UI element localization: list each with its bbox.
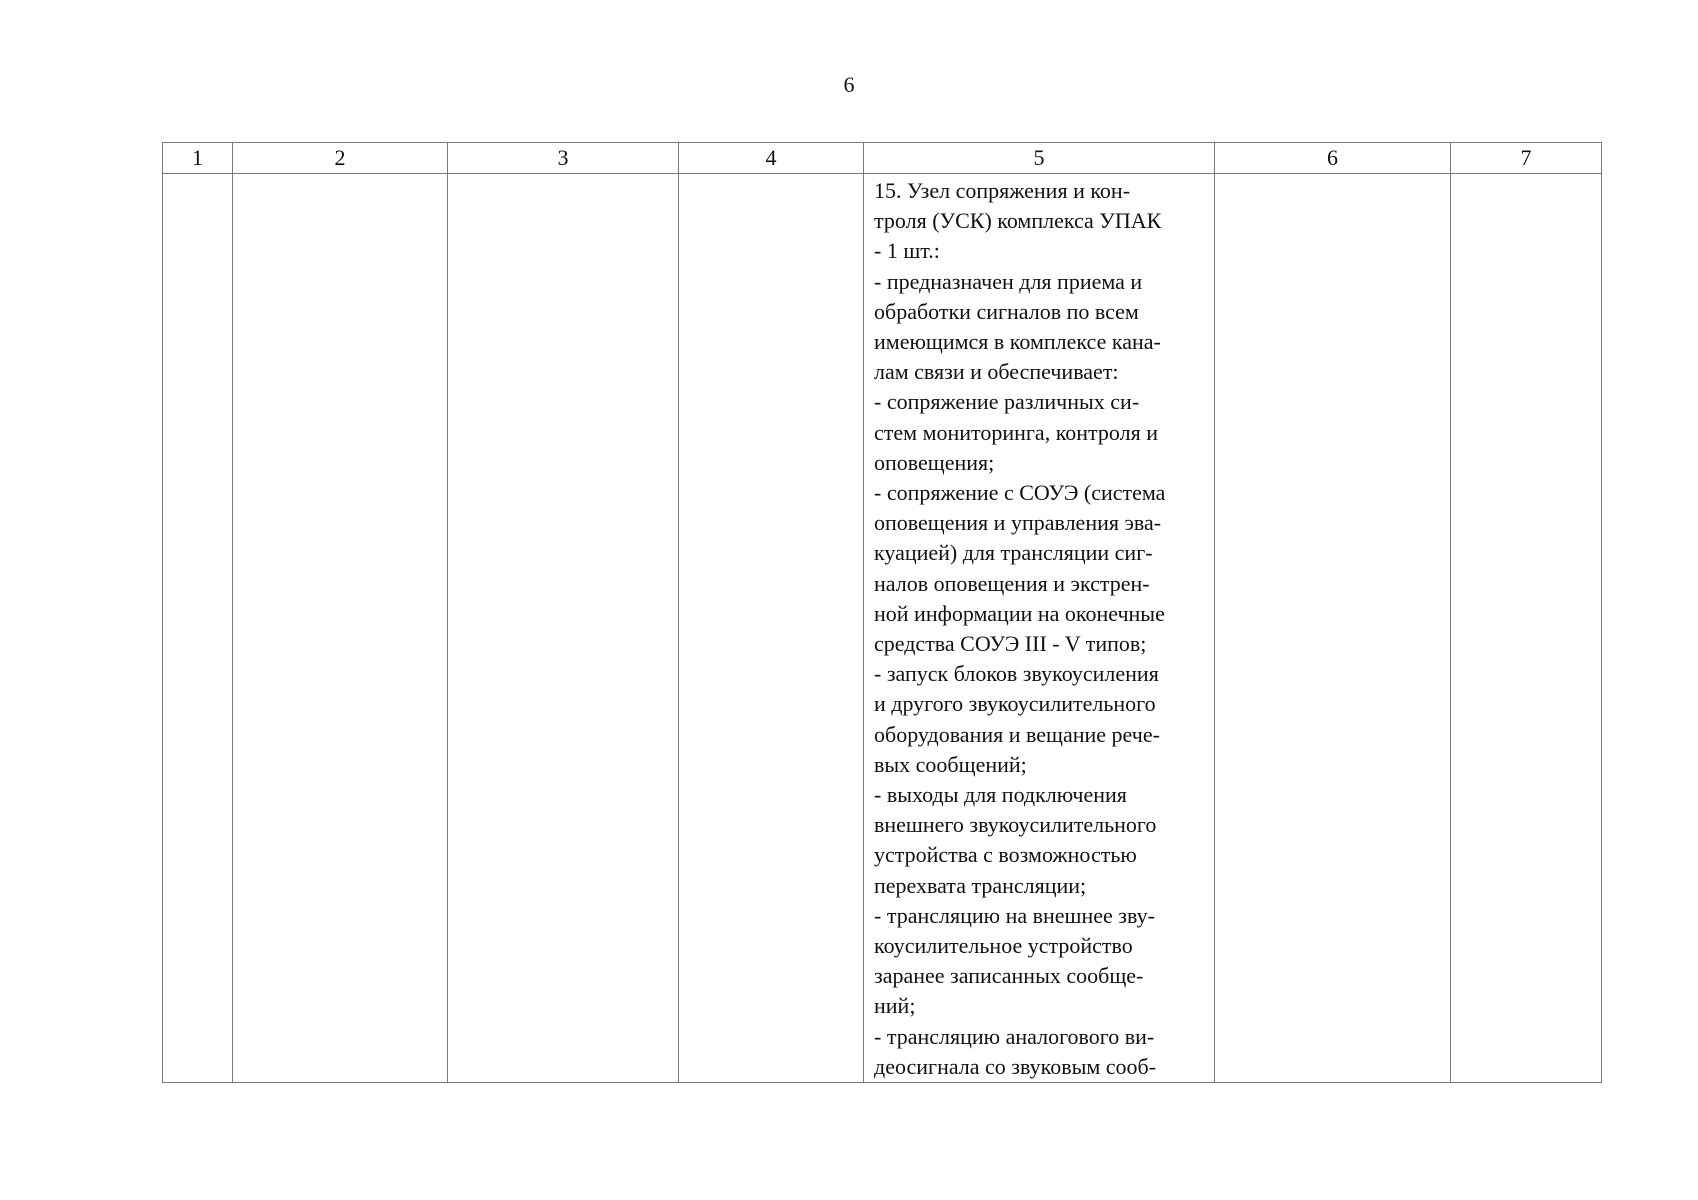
table-row — [163, 174, 1602, 1083]
cell-col-3 — [448, 174, 679, 1083]
cell-col-7 — [1451, 174, 1602, 1083]
cell-col-4 — [679, 174, 864, 1083]
header-col-5: 5 — [864, 143, 1215, 174]
equipment-description: 15. Узел сопряжения и кон- троля (УСК) комплекса УПАК - 1 шт.: - предназначен для приема и обработки сигналов по всем имеющимся в комплексе кана- лам связи и обеспечивает: - сопряжение различных си- стем мониторинга, контроля и оповещения; - сопряжение с СОУЭ (система оповещения и управления эва- куацией) для трансляции сиг- налов оповещения и экстрен- ной информации на оконечные средства СОУЭ III - V типов; - запуск блоков звукоусиления и другого звукоусилительного оборудования и вещание рече- вых сообщений; - выходы для подключения внешнего звукоусилительного устройства с возможностью перехвата трансляции; - трансляцию на внешнее зву- коусилительное устройство заранее записанных сообще- ний; - трансляцию аналогового ви- деосигнала со звуковым сооб- — [874, 178, 1166, 1079]
header-col-6: 6 — [1215, 143, 1451, 174]
cell-col-5 — [864, 174, 1215, 1083]
header-col-3: 3 — [448, 143, 679, 174]
header-col-4: 4 — [679, 143, 864, 174]
header-col-2: 2 — [233, 143, 448, 174]
cell-col-2 — [233, 174, 448, 1083]
header-col-1: 1 — [163, 143, 233, 174]
page-number: 6 — [843, 72, 855, 97]
specification-table — [162, 142, 1602, 1083]
header-row — [163, 143, 1602, 174]
header-col-7: 7 — [1451, 143, 1602, 174]
cell-col-6 — [1215, 174, 1451, 1083]
cell-col-1 — [163, 174, 233, 1083]
